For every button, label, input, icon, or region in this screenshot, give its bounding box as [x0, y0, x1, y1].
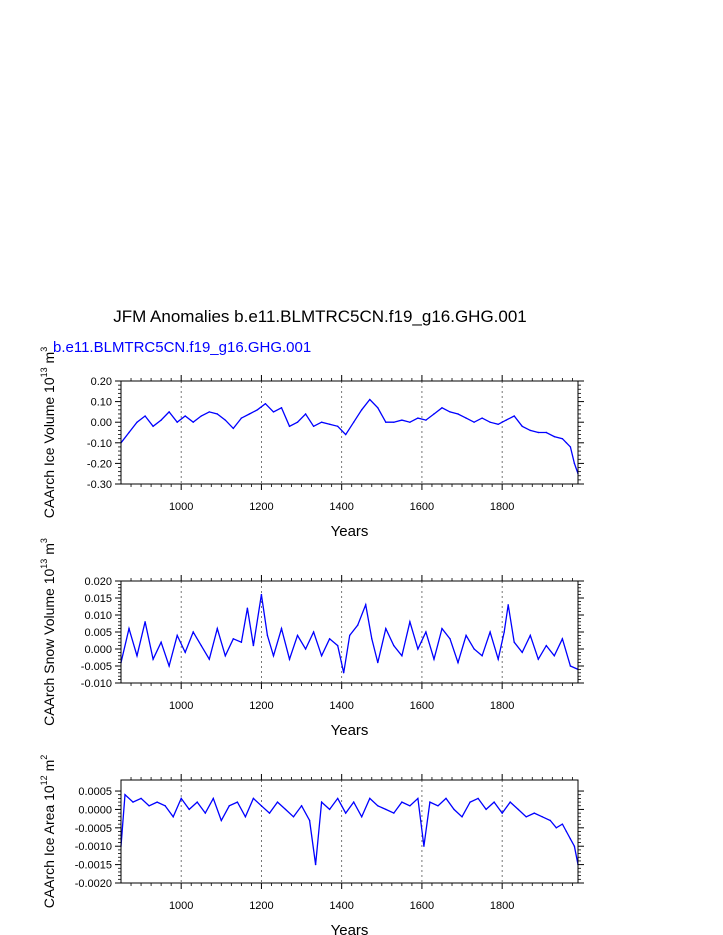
- data-point: [229, 805, 230, 806]
- data-point: [313, 426, 314, 427]
- x-tick-label: 1400: [329, 900, 354, 912]
- data-point: [349, 635, 350, 636]
- data-point: [261, 594, 262, 595]
- data-point: [144, 415, 145, 416]
- data-point: [297, 422, 298, 423]
- panel-1: [39, 347, 584, 540]
- data-point: [209, 411, 210, 412]
- data-point: [453, 809, 454, 810]
- data-point: [168, 411, 169, 412]
- data-point: [297, 635, 298, 636]
- data-point: [357, 625, 358, 626]
- data-point: [201, 645, 202, 646]
- data-point: [562, 638, 563, 639]
- y-tick-label: 0.000: [84, 644, 112, 656]
- data-point: [556, 827, 557, 828]
- data-point: [225, 419, 226, 420]
- data-point: [570, 665, 571, 666]
- data-point: [437, 805, 438, 806]
- data-point: [501, 812, 502, 813]
- data-point: [566, 831, 567, 832]
- data-point: [136, 422, 137, 423]
- data-point: [526, 816, 527, 817]
- data-point: [489, 631, 490, 632]
- data-point: [217, 628, 218, 629]
- data-point: [277, 801, 278, 802]
- data-point: [369, 798, 370, 799]
- data-point: [507, 604, 508, 605]
- data-point: [128, 432, 129, 433]
- data-point: [172, 816, 173, 817]
- data-point: [237, 801, 238, 802]
- data-point: [265, 403, 266, 404]
- data-point: [417, 648, 418, 649]
- data-point: [128, 628, 129, 629]
- data-point: [566, 442, 567, 443]
- data-point: [514, 415, 515, 416]
- data-point: [401, 419, 402, 420]
- data-point: [401, 655, 402, 656]
- data-point: [570, 838, 571, 839]
- data-point: [534, 812, 535, 813]
- data-point: [136, 655, 137, 656]
- data-point: [285, 809, 286, 810]
- figure-title: JFM Anomalies b.e11.BLMTRC5CN.f19_g16.GHG.001: [113, 307, 527, 326]
- y-tick-label: 0.10: [90, 396, 112, 409]
- data-point: [562, 438, 563, 439]
- data-point: [267, 635, 268, 636]
- y-tick-label: -0.20: [86, 458, 112, 471]
- data-point: [574, 846, 575, 847]
- data-point: [409, 422, 410, 423]
- data-point: [429, 801, 430, 802]
- x-tick-label: 1200: [249, 700, 274, 712]
- data-point: [247, 608, 248, 609]
- y-tick-label: -0.0020: [74, 878, 112, 890]
- x-tick-label: 1800: [489, 900, 515, 912]
- data-point: [176, 635, 177, 636]
- data-point: [365, 604, 366, 605]
- x-tick-label: 1200: [249, 501, 274, 513]
- data-point: [205, 812, 206, 813]
- y-axis-label: CAArch Snow Volume $10^{13}$ $m^3$: [39, 538, 57, 726]
- data-point: [489, 422, 490, 423]
- y-tick-label: 0.010: [84, 610, 112, 622]
- data-point: [193, 631, 194, 632]
- data-point: [273, 655, 274, 656]
- x-tick-label: 1400: [329, 501, 354, 513]
- data-point: [273, 411, 274, 412]
- series-line-1: [121, 400, 578, 474]
- data-point: [497, 424, 498, 425]
- data-point: [184, 652, 185, 653]
- y-tick-label: 0.00: [90, 417, 112, 430]
- data-point: [152, 426, 153, 427]
- x-tick-label: 1000: [168, 900, 194, 912]
- data-point: [253, 798, 254, 799]
- data-point: [497, 659, 498, 660]
- y-tick-label: 0.015: [84, 593, 112, 605]
- data-point: [156, 801, 157, 802]
- data-point: [550, 820, 551, 821]
- x-tick-label: 1800: [489, 700, 515, 712]
- series-line-1: [121, 595, 578, 673]
- data-point: [281, 628, 282, 629]
- data-point: [445, 798, 446, 799]
- data-point: [409, 621, 410, 622]
- data-point: [281, 407, 282, 408]
- y-axis-label: CAArch Ice Volume $10^{13}$ $m^3$: [39, 346, 57, 519]
- data-point: [132, 801, 133, 802]
- data-point: [393, 422, 394, 423]
- data-point: [425, 419, 426, 420]
- data-point: [152, 659, 153, 660]
- x-tick-label: 1600: [409, 700, 435, 712]
- data-point: [473, 422, 474, 423]
- data-point: [221, 820, 222, 821]
- data-point: [505, 419, 506, 420]
- data-point: [245, 816, 246, 817]
- data-point: [522, 652, 523, 653]
- data-point: [457, 662, 458, 663]
- x-tick-label: 1000: [168, 501, 194, 513]
- data-point: [385, 422, 386, 423]
- y-tick-label: 0.020: [84, 576, 112, 588]
- data-point: [542, 816, 543, 817]
- data-point: [313, 631, 314, 632]
- plot-frame: [121, 381, 578, 484]
- data-point: [493, 801, 494, 802]
- data-point: [538, 432, 539, 433]
- data-point: [409, 805, 410, 806]
- data-point: [562, 823, 563, 824]
- data-point: [423, 846, 424, 847]
- data-point: [309, 820, 310, 821]
- data-point: [546, 432, 547, 433]
- data-point: [554, 655, 555, 656]
- data-point: [213, 798, 214, 799]
- data-point: [546, 645, 547, 646]
- data-point: [477, 798, 478, 799]
- data-point: [461, 816, 462, 817]
- data-point: [321, 655, 322, 656]
- data-point: [201, 415, 202, 416]
- data-point: [433, 413, 434, 414]
- x-tick-label: 1600: [409, 900, 435, 912]
- x-tick-label: 1400: [329, 700, 354, 712]
- data-point: [449, 411, 450, 412]
- data-point: [233, 638, 234, 639]
- data-point: [353, 801, 354, 802]
- data-point: [148, 805, 149, 806]
- data-point: [197, 801, 198, 802]
- data-point: [160, 419, 161, 420]
- data-point: [257, 409, 258, 410]
- data-point: [574, 463, 575, 464]
- y-tick-label: -0.0010: [74, 841, 112, 854]
- data-point: [514, 642, 515, 643]
- data-point: [449, 638, 450, 639]
- y-axis-label: CAArch Ice Area $10^{12}$ $m^2$: [39, 754, 57, 909]
- y-tick-label: 0.0005: [78, 786, 112, 799]
- panel-3: [39, 755, 584, 935]
- x-tick-label: 1200: [249, 900, 274, 912]
- data-point: [289, 659, 290, 660]
- data-point: [329, 638, 330, 639]
- data-point: [124, 794, 125, 795]
- data-point: [518, 809, 519, 810]
- y-tick-label: -0.0005: [74, 822, 112, 835]
- y-tick-label: 0.005: [84, 627, 112, 639]
- data-point: [193, 422, 194, 423]
- x-tick-label: 1800: [489, 501, 515, 513]
- data-point: [393, 645, 394, 646]
- data-point: [337, 645, 338, 646]
- data-point: [377, 407, 378, 408]
- data-point: [160, 642, 161, 643]
- data-point: [180, 798, 181, 799]
- data-point: [293, 816, 294, 817]
- data-point: [530, 430, 531, 431]
- data-point: [315, 864, 316, 865]
- data-point: [441, 407, 442, 408]
- data-point: [417, 798, 418, 799]
- data-point: [481, 417, 482, 418]
- data-point: [433, 659, 434, 660]
- data-point: [425, 631, 426, 632]
- data-point: [369, 399, 370, 400]
- data-point: [289, 426, 290, 427]
- data-point: [209, 659, 210, 660]
- data-point: [305, 413, 306, 414]
- data-point: [329, 424, 330, 425]
- y-tick-label: -0.0015: [74, 859, 112, 872]
- data-point: [371, 638, 372, 639]
- data-point: [343, 672, 344, 673]
- data-point: [465, 417, 466, 418]
- data-point: [337, 426, 338, 427]
- data-point: [377, 662, 378, 663]
- data-point: [361, 816, 362, 817]
- y-tick-label: 0.20: [90, 376, 112, 388]
- data-point: [269, 812, 270, 813]
- x-axis-label: Years: [330, 922, 369, 935]
- data-point: [233, 428, 234, 429]
- plot-frame: [121, 780, 578, 883]
- data-point: [554, 436, 555, 437]
- data-point: [530, 635, 531, 636]
- data-point: [385, 809, 386, 810]
- data-point: [301, 805, 302, 806]
- data-point: [184, 415, 185, 416]
- data-point: [189, 809, 190, 810]
- data-point: [353, 422, 354, 423]
- data-point: [401, 801, 402, 802]
- data-point: [225, 655, 226, 656]
- x-tick-label: 1000: [168, 700, 194, 712]
- figure-subtitle: b.e11.BLMTRC5CN.f19_g16.GHG.001: [53, 339, 312, 356]
- data-point: [249, 413, 250, 414]
- data-point: [321, 801, 322, 802]
- series-line-1: [121, 795, 578, 865]
- panel-2: [39, 538, 584, 739]
- data-point: [509, 801, 510, 802]
- data-point: [337, 798, 338, 799]
- data-point: [441, 628, 442, 629]
- data-point: [503, 631, 504, 632]
- data-point: [469, 801, 470, 802]
- data-point: [465, 635, 466, 636]
- x-axis-label: Years: [330, 523, 369, 540]
- data-point: [377, 805, 378, 806]
- data-point: [345, 434, 346, 435]
- data-point: [144, 621, 145, 622]
- data-point: [217, 413, 218, 414]
- data-point: [522, 426, 523, 427]
- data-point: [538, 659, 539, 660]
- plot-frame: [121, 581, 578, 683]
- data-point: [176, 422, 177, 423]
- data-point: [570, 446, 571, 447]
- data-point: [345, 812, 346, 813]
- data-point: [140, 798, 141, 799]
- data-point: [241, 642, 242, 643]
- data-point: [321, 422, 322, 423]
- data-point: [305, 648, 306, 649]
- y-tick-label: -0.30: [86, 479, 112, 491]
- data-point: [241, 417, 242, 418]
- y-tick-label: 0.0000: [78, 804, 112, 817]
- data-point: [393, 812, 394, 813]
- data-point: [417, 417, 418, 418]
- data-point: [457, 413, 458, 414]
- data-point: [253, 645, 254, 646]
- y-tick-label: -0.010: [80, 678, 112, 690]
- data-point: [481, 655, 482, 656]
- y-tick-label: -0.005: [80, 661, 112, 673]
- y-tick-label: -0.10: [86, 437, 112, 450]
- data-point: [168, 665, 169, 666]
- data-point: [385, 628, 386, 629]
- data-point: [164, 805, 165, 806]
- x-tick-label: 1600: [409, 501, 435, 513]
- data-point: [485, 809, 486, 810]
- x-axis-label: Years: [330, 722, 369, 739]
- data-point: [361, 409, 362, 410]
- data-point: [329, 809, 330, 810]
- data-point: [473, 648, 474, 649]
- data-point: [261, 805, 262, 806]
